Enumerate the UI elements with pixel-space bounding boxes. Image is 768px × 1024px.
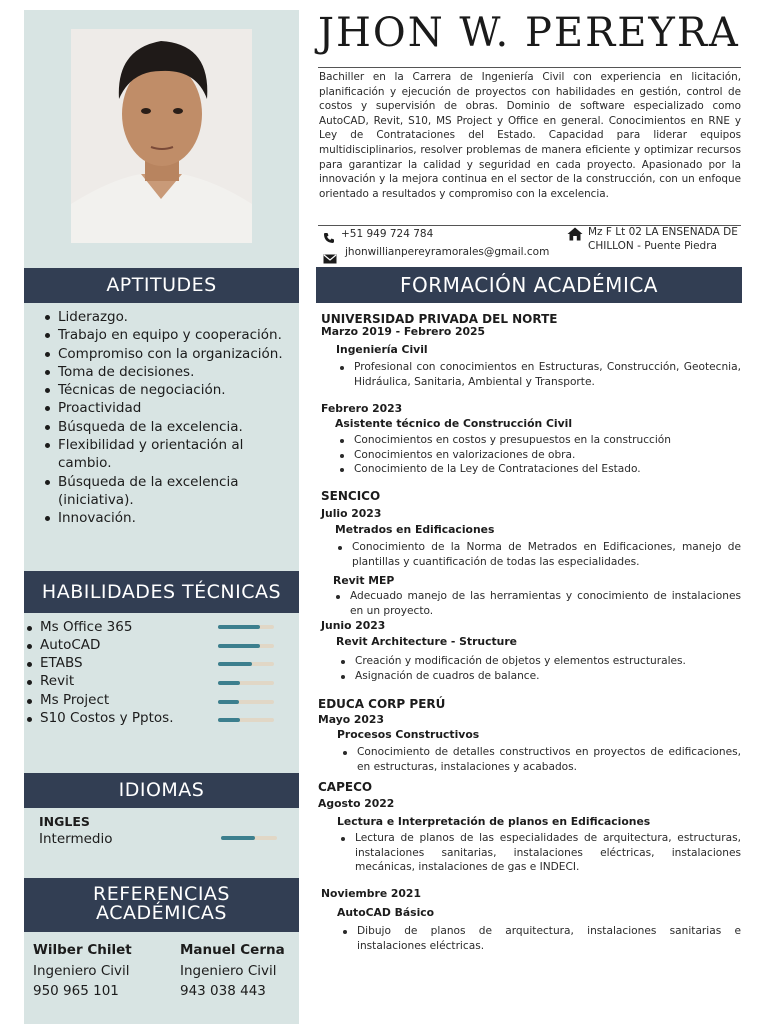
- skill-bar: [218, 662, 274, 666]
- entry-bullet: Conocimiento de la Ley de Contrataciones del Estado.: [338, 462, 741, 477]
- entry-degree: Revit MEP: [333, 574, 395, 587]
- language-bar-fill: [221, 836, 255, 840]
- entry-bullet: Adecuado manejo de las herramientas y conocimiento de instalaciones en un proyecto.: [334, 589, 741, 618]
- skill-bar: [218, 681, 274, 685]
- skill-label: Revit: [40, 673, 75, 689]
- phone-icon: [323, 229, 335, 248]
- institution-name: EDUCA CORP PERÚ: [318, 697, 446, 711]
- entry-degree: Lectura e Interpretación de planos en Edificaciones: [337, 815, 651, 828]
- entry-degree: AutoCAD Básico: [337, 906, 435, 919]
- entry-bullet: Asignación de cuadros de balance.: [339, 669, 741, 684]
- skill-bar: [218, 700, 274, 704]
- entry-date: Agosto 2022: [318, 797, 395, 810]
- entry-degree: Ingeniería Civil: [336, 343, 428, 356]
- address-line: Mz F Lt 02 LA ENSENADA DE: [588, 226, 738, 238]
- list-item: Proactividad: [40, 399, 298, 417]
- entry-date: Noviembre 2021: [321, 887, 421, 900]
- full-name: JHON W. PEREYRA: [318, 10, 740, 56]
- entry-bullet: Dibujo de planos de arquitectura, instalaciones sanitarias e instalaciones eléctricas.: [341, 924, 741, 953]
- skill-bar-fill: [218, 625, 260, 629]
- home-icon: [567, 226, 583, 245]
- list-item: Trabajo en equipo y cooperación.: [40, 326, 298, 344]
- institution-name: CAPECO: [318, 780, 373, 794]
- list-item: Búsqueda de la excelencia (iniciativa).: [40, 473, 268, 510]
- entry-bullet: Conocimientos en valorizaciones de obra.: [338, 448, 741, 463]
- reference-card: [33, 940, 132, 1002]
- skill-label: Ms Office 365: [40, 619, 133, 635]
- reference-phone: 943 038 443: [180, 983, 266, 999]
- list-item: Compromiso con la organización.: [40, 345, 298, 363]
- entry-bullet: Conocimiento de detalles constructivos en proyectos de edificaciones, en estructuras, instalaciones y acabados.: [341, 745, 741, 774]
- profile-photo: [71, 29, 252, 243]
- list-item: Innovación.: [40, 509, 298, 527]
- institution-name: SENCICO: [321, 489, 381, 503]
- skill-label: S10 Costos y Pptos.: [40, 710, 174, 726]
- education-title: FORMACIÓN ACADÉMICA: [400, 273, 658, 297]
- language-bar: [221, 836, 277, 840]
- email-icon: [323, 249, 337, 268]
- reference-name: Manuel Cerna: [180, 942, 285, 958]
- address-line: CHILLON - Puente Piedra: [588, 240, 717, 252]
- entry-degree: Asistente técnico de Construcción Civil: [335, 417, 573, 430]
- entry-bullet: Conocimientos en costos y presupuestos en la construcción: [338, 433, 741, 448]
- education-heading: [316, 267, 742, 303]
- list-item: Técnicas de negociación.: [40, 381, 298, 399]
- references-title-line1: REFERENCIAS: [93, 883, 230, 905]
- entry-bullet: Profesional con conocimientos en Estructuras, Construcción, Geotecnia, Hidráulica, Sanitaria, Ambiental y Transporte.: [338, 360, 741, 389]
- email-address[interactable]: jhonwillianpereyramorales@gmail.com: [345, 246, 550, 258]
- skills-heading: [24, 571, 299, 613]
- entry-degree: Metrados en Edificaciones: [335, 523, 495, 536]
- phone-number[interactable]: +51 949 724 784: [341, 228, 434, 240]
- skill-bar: [218, 718, 274, 722]
- reference-name: Wilber Chilet: [33, 942, 132, 958]
- address: [588, 225, 738, 253]
- skill-bar: [218, 644, 274, 648]
- list-item: Liderazgo.: [40, 308, 298, 326]
- profile-summary: Bachiller en la Carrera de Ingeniería Civil con experiencia en licitación, planificación y ejecución de proyectos con habilidades en gestión, control de costos y supervisión de obras. Dominio de software especializado como AutoCAD, Revit, S10, MS Project y Office en general. Conocimientos en RNE y Ley de Contrataciones del Estado. Capacidad para liderar equipos multidisciplinarios, resolver problemas de manera eficiente y optimizar recursos para garantizar la calidad y seguridad en cada proyecto. Apasionado por la innovación y la mejora continua en el sector de la construcción, con un enfoque orientado a resultados y compromiso con la excelencia.: [319, 71, 741, 200]
- entry-bullet: Conocimiento de la Norma de Metrados en Edificaciones, manejo de plantillas y cuantificación de todas las especialidades.: [336, 540, 741, 569]
- references-title-line2: ACADÉMICAS: [96, 902, 227, 924]
- entry-degree: Revit Architecture - Structure: [336, 635, 517, 648]
- skill-bar-fill: [218, 644, 260, 648]
- reference-role: Ingeniero Civil: [33, 962, 130, 979]
- entry-date: Marzo 2019 - Febrero 2025: [321, 325, 486, 338]
- skill-label: AutoCAD: [40, 637, 101, 653]
- entry-date: Julio 2023: [321, 507, 382, 520]
- list-item: Búsqueda de la excelencia.: [40, 418, 298, 436]
- skill-bar: [218, 625, 274, 629]
- skill-bar-fill: [218, 681, 240, 685]
- list-item: Flexibilidad y orientación al cambio.: [40, 436, 248, 473]
- skill-label: ETABS: [40, 655, 83, 671]
- language-name: INGLES: [39, 814, 90, 829]
- skill-bar-fill: [218, 718, 240, 722]
- divider: [318, 67, 741, 68]
- aptitudes-title: APTITUDES: [106, 274, 217, 296]
- aptitudes-list: [40, 308, 298, 528]
- entry-date: Junio 2023: [321, 619, 386, 632]
- entry-bullet: Creación y modificación de objetos y elementos estructurales.: [339, 654, 741, 669]
- skill-bar-fill: [218, 700, 239, 704]
- languages-heading: [24, 773, 299, 808]
- skills-title: HABILIDADES TÉCNICAS: [41, 581, 282, 603]
- languages-title: IDIOMAS: [118, 779, 205, 801]
- reference-card: [180, 940, 285, 1002]
- entry-bullet: Lectura de planos de las especialidades de arquitectura, estructuras, instalaciones sanitarias, instalaciones eléctricas, instalaciones mecánicas, instalaciones de gas e INDECI.: [339, 831, 741, 875]
- list-item: Toma de decisiones.: [40, 363, 298, 381]
- reference-role: Ingeniero Civil: [180, 962, 277, 979]
- entry-degree: Procesos Constructivos: [337, 728, 480, 741]
- references-heading: [24, 878, 299, 932]
- language-level: Intermedio: [39, 831, 113, 847]
- skill-label: Ms Project: [40, 692, 110, 708]
- reference-phone: 950 965 101: [33, 983, 119, 999]
- entry-date: Febrero 2023: [321, 402, 403, 415]
- aptitudes-heading: [24, 268, 299, 303]
- entry-date: Mayo 2023: [318, 713, 384, 726]
- skill-bar-fill: [218, 662, 252, 666]
- institution-name: UNIVERSIDAD PRIVADA DEL NORTE: [321, 312, 558, 326]
